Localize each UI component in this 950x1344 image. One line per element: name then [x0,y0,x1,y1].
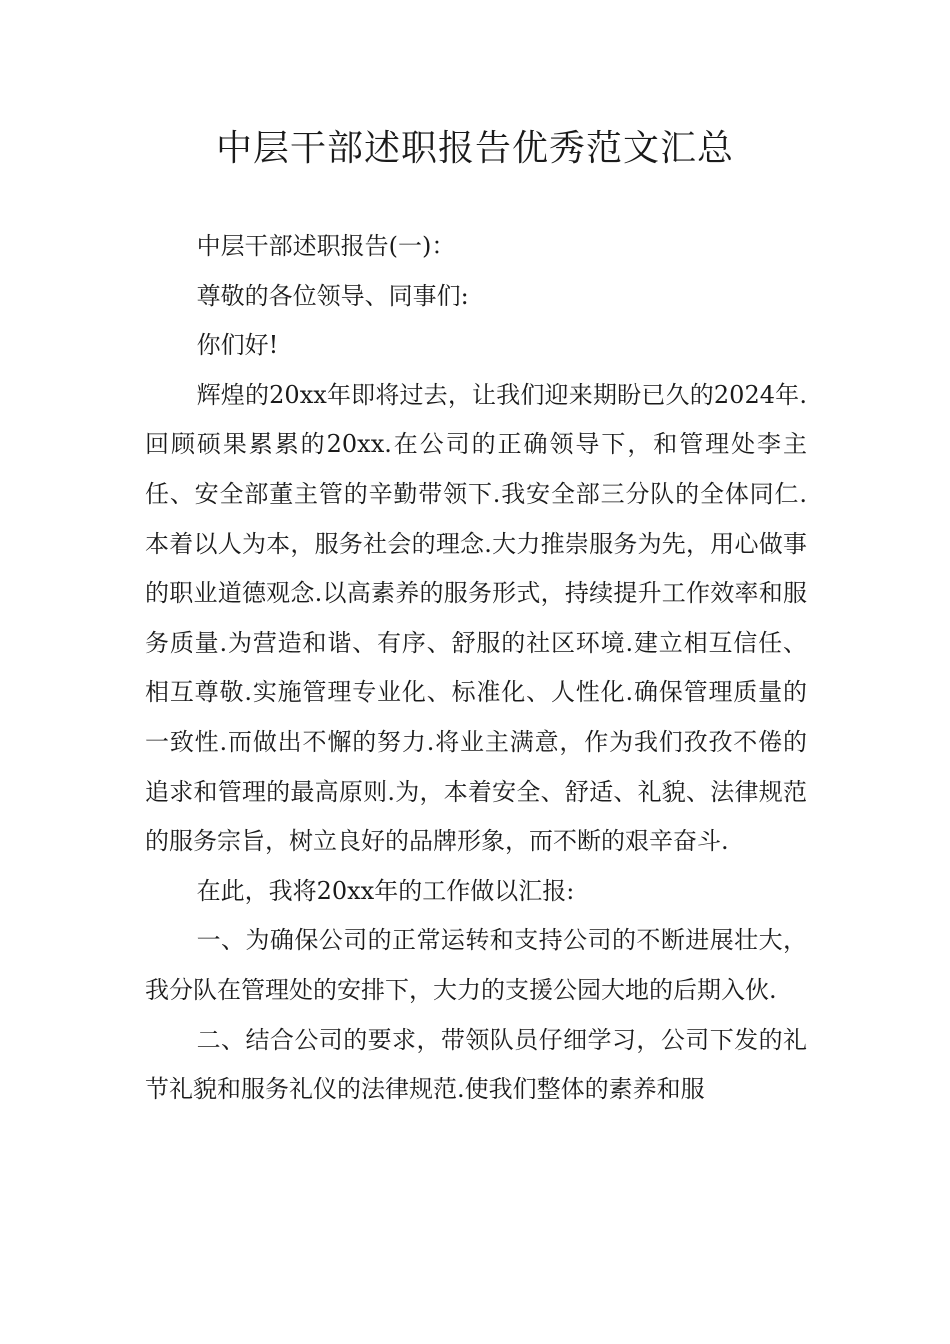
paragraph-item-two: 二、结合公司的要求，带领队员仔细学习，公司下发的礼节礼貌和服务礼仪的法律规范.使我们整体的素养和服 [145,1025,807,1104]
paragraph-item-one: 一、为确保公司的正常运转和支持公司的不断进展壮大，我分队在管理处的安排下，大力的支援公园大地的后期入伙. [145,926,807,1004]
paragraph-intro: 辉煌的20xx年即将过去，让我们迎来期盼已久的2024年.回顾硕果累累的20xx.在公司的正确领导下，和管理处李主任、安全部董主管的辛勤带领下.我安全部三分队的全体同仁.本着以人为本，服务社会的理念.大力推崇服务为先，用心做事的职业道德观念.以高素养的服务形式，持续提升工作效率和服务质量.为营造和谐、有序、舒服的社区环境.建立相互信任、相互尊敬.实施管理专业化、标准化、人性化.确保管理质量的一致性.而做出不懈的努力.将业主满意，作为我们孜孜不倦的追求和管理的最高原则.为，本着安全、舒适、礼貌、法律规范的服务宗旨，树立良好的品牌形象，而不断的艰辛奋斗. [145,380,807,856]
document-body [145,222,807,1115]
paragraph-heading: 中层干部述职报告(一)： [196,232,456,260]
paragraph-report-lead: 在此，我将20xx年的工作做以汇报: [196,876,575,905]
paragraph-salutation: 尊敬的各位领导、同事们: [196,281,469,310]
document-title: 中层干部述职报告优秀范文汇总 [215,128,734,169]
paragraph-greeting: 你们好! [196,331,279,360]
